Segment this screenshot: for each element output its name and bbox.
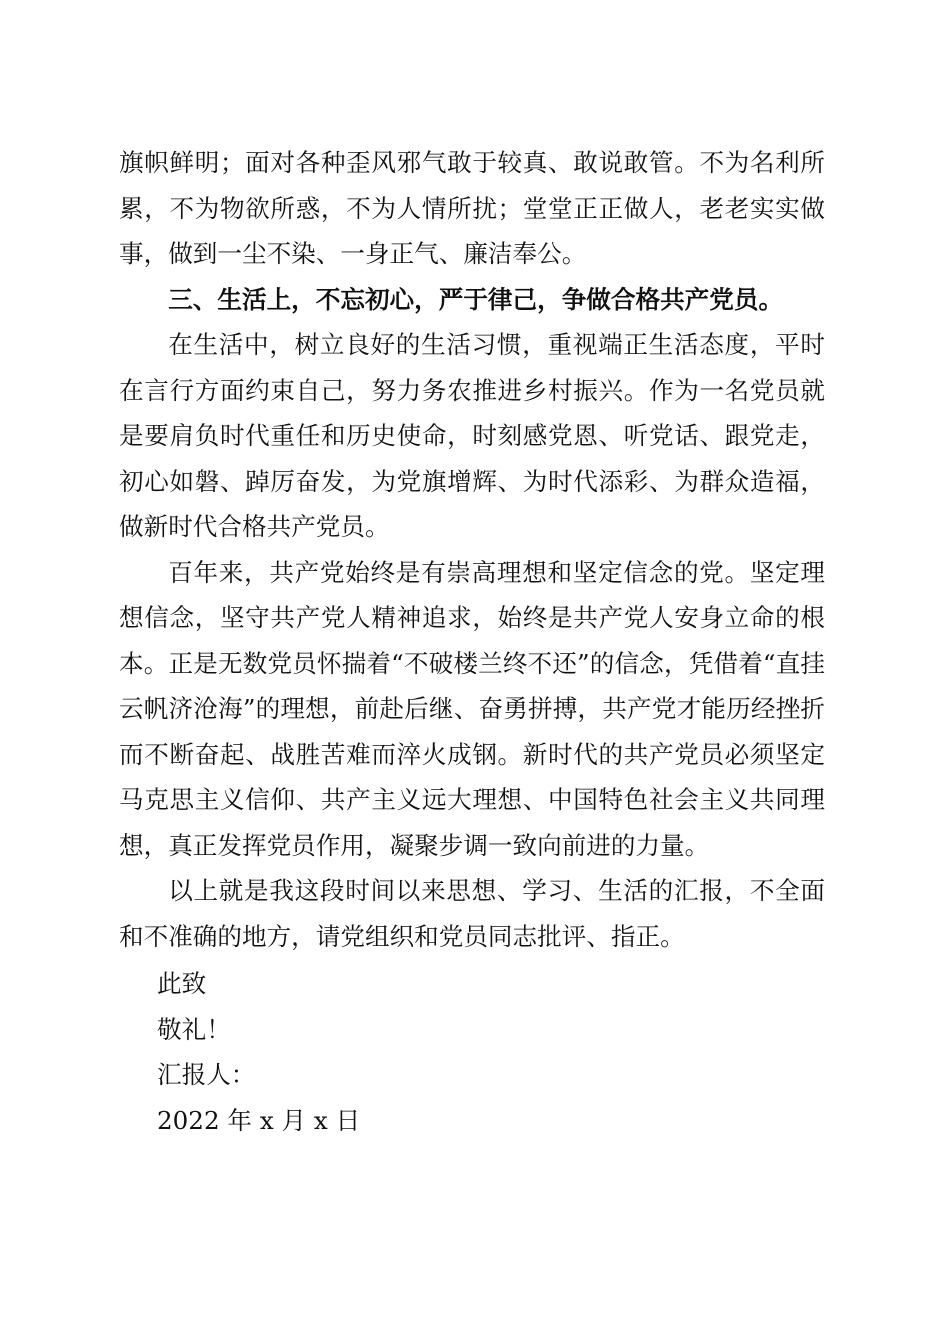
document-body (119, 140, 825, 1143)
paragraph-summary: 以上就是我这段时间以来思想、学习、生活的汇报，不全面和不准确的地方，请党组织和党员同志批评、指正。 (119, 876, 825, 951)
paragraph-life: 在生活中，树立良好的生活习惯，重视端正生活态度，平时在言行方面约束自己，努力务农推进乡村振兴。作为一名党员就是要肩负时代重任和历史使命，时刻感党恩、听党话、跟党走，初心如磐、踔厉奋发，为党旗增辉、为时代添彩、为群众造福，做新时代合格共产党员。 (119, 330, 825, 541)
paragraph-ideals: 百年来，共产党始终是有崇高理想和坚定信念的党。坚定理想信念，坚守共产党人精神追求，始终是共产党人安身立命的根本。正是无数党员怀揣着“不破楼兰终不还”的信念，凭借着“直挂云帆济沧海”的理想，前赴后继、奋勇拼搏，共产党才能历经挫折而不断奋起、战胜苦难而淬火成钢。新时代的共产党员必须坚定马克思主义信仰、共产主义远大理想、中国特色社会主义共同理想，真正发挥党员作用，凝聚步调一致向前进的力量。 (119, 557, 825, 860)
closing-salute-1: 此致 (157, 969, 207, 998)
section-heading-three: 三、生活上，不忘初心，严于律己，争做合格共产党员。 (168, 284, 784, 314)
closing-salute-2: 敬礼！ (157, 1014, 231, 1044)
paragraph-continued: 旗帜鲜明；面对各种歪风邪气敢于较真、敢说敢管。不为名利所累，不为物欲所惑，不为人情所扰；堂堂正正做人，老老实实做事，做到一尘不染、一身正气、廉洁奉公。 (119, 148, 825, 268)
report-date: 2022 年 x 月 x 日 (157, 1105, 361, 1135)
reporter-label: 汇报人： (157, 1060, 256, 1089)
